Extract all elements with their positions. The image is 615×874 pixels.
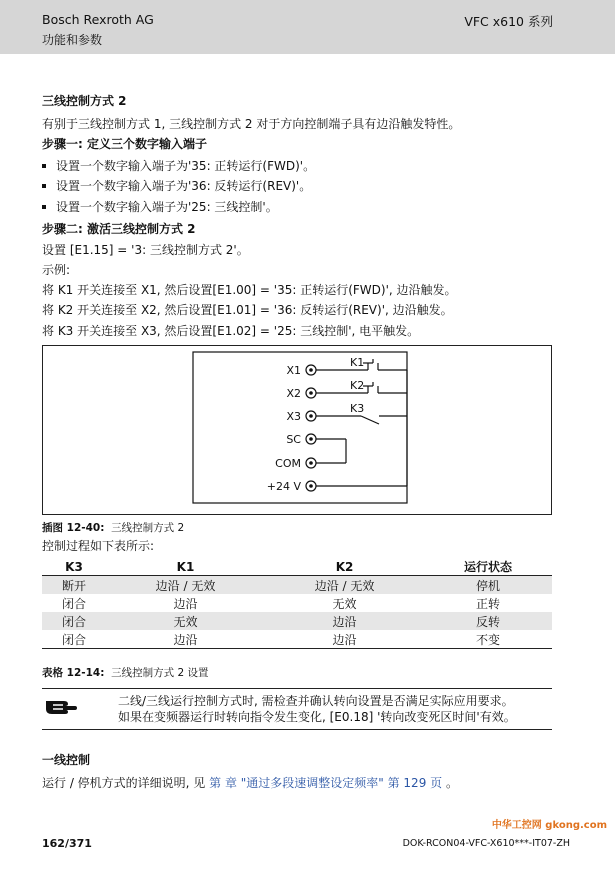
- section2-title: 一线控制: [42, 753, 91, 767]
- table-row: [42, 594, 552, 612]
- list-item-text: 设置一个数字输入端子为'35: 正转运行(FWD)'。: [56, 159, 316, 173]
- list-item-text: 设置一个数字输入端子为'36: 反转运行(REV)'。: [56, 179, 312, 193]
- page-header: [0, 0, 615, 54]
- table-cell: 边沿: [265, 630, 424, 649]
- table-cell: 闭合: [61, 596, 86, 611]
- table-header-row: [42, 558, 552, 576]
- caption-number: 插图 12-40:: [42, 522, 105, 534]
- table-cell: 正转: [476, 596, 501, 611]
- example-line: 将 K1 开关连接至 X1, 然后设置[E1.00] = '35: 正转运行(FWD)', 边沿触发。: [42, 283, 457, 297]
- column-header: 运行状态: [424, 558, 552, 576]
- step2-title: 步骤二: 激活三线控制方式 2: [42, 222, 196, 236]
- table-cell: 边沿: [106, 630, 265, 649]
- table-caption: [42, 665, 208, 680]
- wiring-diagram: [43, 346, 553, 516]
- doc-id: [403, 838, 570, 849]
- terminal-label: SC: [286, 433, 301, 446]
- table-cell: 边沿: [265, 612, 424, 630]
- bullet-icon: [42, 164, 46, 168]
- table-cell: 反转: [424, 612, 552, 630]
- section2-text-after: 。: [442, 776, 458, 790]
- note-box: [42, 688, 552, 730]
- terminal-label: X3: [286, 410, 301, 423]
- switch-label: K3: [350, 402, 365, 415]
- page-number: [42, 837, 92, 850]
- terminal-label: +24 V: [266, 480, 301, 493]
- figure-caption: [42, 520, 184, 535]
- intro-text: 有别于三线控制方式 1, 三线控制方式 2 对于方向控制端子具有边沿触发特性。: [42, 117, 461, 131]
- table-row: [42, 576, 552, 595]
- watermark-text: 中华工控网 gkong.com: [491, 820, 607, 831]
- section2-text: [42, 775, 458, 791]
- table-cell: 不变: [424, 630, 552, 649]
- company-name: Bosch Rexroth AG: [42, 12, 154, 27]
- table-cell: 边沿 / 无效: [106, 576, 265, 595]
- table-cell: 断开: [42, 576, 106, 595]
- section2-text-before: 运行 / 停机方式的详细说明, 见: [42, 776, 210, 790]
- section-title: 三线控制方式 2: [42, 94, 127, 108]
- column-header: K1: [106, 558, 265, 576]
- column-header: K2: [265, 558, 424, 576]
- caption-text: 三线控制方式 2 设置: [111, 667, 209, 679]
- table-row: [42, 612, 552, 630]
- step1-title: 步骤一: 定义三个数字输入端子: [42, 137, 207, 151]
- terminal-label: X2: [286, 387, 301, 400]
- cross-reference-link[interactable]: 第 章 "通过多段速调整设定频率" 第 129 页: [209, 776, 443, 790]
- table-cell: 边沿: [173, 596, 198, 611]
- table-cell: 无效: [106, 612, 265, 630]
- caption-number: 表格 12-14:: [42, 667, 105, 679]
- note-text: [118, 693, 516, 725]
- bullet-icon: [42, 205, 46, 209]
- table-cell: 停机: [424, 576, 552, 595]
- watermark: [492, 820, 607, 832]
- wiring-figure: [42, 345, 552, 515]
- note-line: 如果在变频器运行时转向指令发生变化, [E0.18] '转向改变死区时间'有效。: [118, 710, 516, 724]
- table-intro: 控制过程如下表所示:: [42, 539, 155, 553]
- bullet-icon: [42, 184, 46, 188]
- pointing-hand-icon: [44, 697, 78, 715]
- table-cell: 边沿 / 无效: [265, 576, 424, 595]
- table-row: [42, 630, 552, 649]
- product-name: VFC x610 系列: [464, 14, 553, 29]
- step2-text: 设置 [E1.15] = '3: 三线控制方式 2'。: [42, 243, 249, 257]
- terminal-label: COM: [275, 457, 301, 470]
- doc-id-text: DOK-RCON04-VFC-X610***-IT07-ZH: [402, 838, 570, 849]
- list-item: [42, 178, 311, 194]
- switch-label: K2: [350, 379, 365, 392]
- caption-text: 三线控制方式 2: [111, 522, 185, 534]
- example-line: 将 K3 开关连接至 X3, 然后设置[E1.02] = '25: 三线控制', 电平触发。: [42, 324, 420, 338]
- list-item: [42, 158, 315, 174]
- section-name: 功能和参数: [42, 33, 103, 47]
- list-item: [42, 199, 278, 215]
- switch-label: K1: [350, 356, 365, 369]
- page-number-text: 162/371: [42, 837, 92, 850]
- list-item-text: 设置一个数字输入端子为'25: 三线控制'。: [56, 200, 278, 214]
- table-cell: 无效: [332, 596, 357, 611]
- example-label: 示例:: [42, 263, 71, 277]
- state-table: [42, 558, 552, 649]
- terminal-label: X1: [286, 364, 301, 377]
- column-header: K3: [42, 558, 106, 576]
- note-line: 二线/三线运行控制方式时, 需检查并确认转向设置是否满足实际应用要求。: [118, 694, 514, 708]
- example-line: 将 K2 开关连接至 X2, 然后设置[E1.01] = '36: 反转运行(REV)', 边沿触发。: [42, 303, 453, 317]
- table-cell: 闭合: [42, 612, 106, 630]
- table-cell: 闭合: [42, 630, 106, 649]
